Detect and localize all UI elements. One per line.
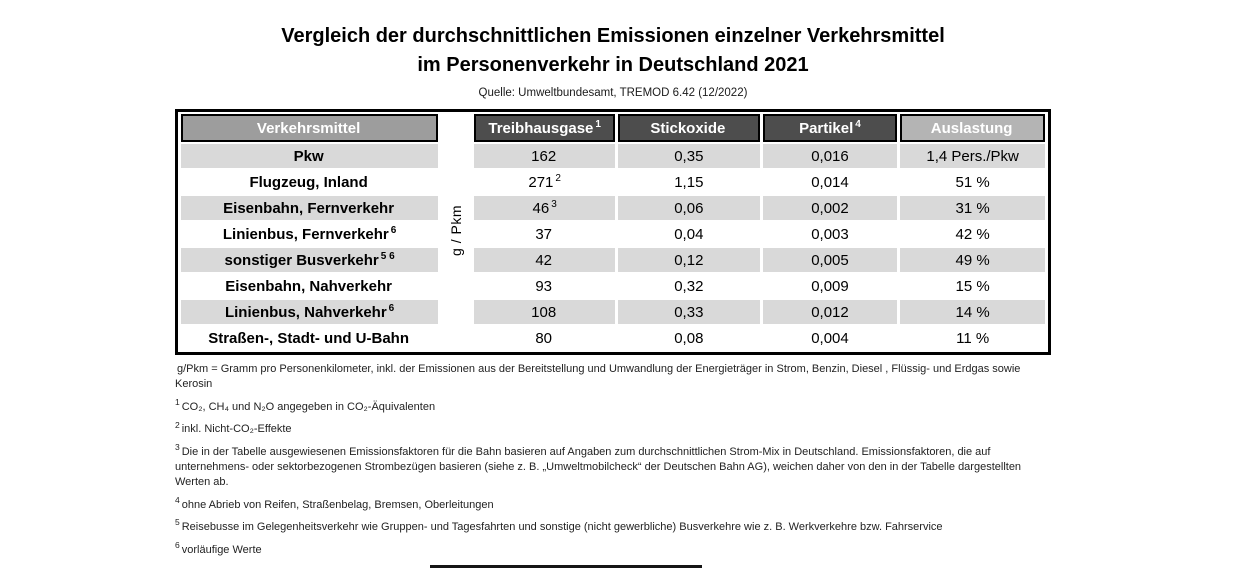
row-name-label: Eisenbahn, Fernverkehr [223, 199, 395, 217]
row-name [181, 274, 438, 298]
cell-auslastung: 1,4 Pers./Pkw [900, 144, 1045, 168]
cell-treibhausgase [474, 274, 615, 298]
row-name-sup: 6 [390, 224, 397, 236]
cell-auslastung: 11 % [900, 326, 1045, 350]
cell-partikel: 0,002 [763, 196, 898, 220]
cell-partikel: 0,005 [763, 248, 898, 272]
footnote-marker: 2 [175, 419, 180, 430]
cell-treibhausgase [474, 222, 615, 246]
footnote-marker: 5 [175, 517, 180, 528]
footnote-marker: 3 [175, 441, 180, 452]
footnote-text: ohne Abrieb von Reifen, Straßenbelag, Bremsen, Oberleitungen [181, 498, 494, 511]
column-header-label: Auslastung [930, 119, 1013, 137]
footnote-unit-definition [175, 362, 1051, 393]
row-name-label: Eisenbahn, Nahverkehr [225, 277, 392, 295]
cell-partikel: 0,003 [763, 222, 898, 246]
table-row [181, 144, 1045, 168]
table-row [181, 196, 1045, 220]
footnote-text: vorläufige Werte [181, 543, 262, 556]
page-title-line-1: Vergleich der durchschnittlichen Emissionen einzelner Verkehrsmittel [281, 25, 945, 47]
footnote-6 [175, 539, 1051, 558]
cell-value: 37 [535, 225, 553, 243]
page-content [175, 0, 1051, 565]
row-name [181, 170, 438, 194]
cell-value: 108 [531, 303, 557, 321]
cell-stickoxide: 0,35 [618, 144, 760, 168]
table-row [181, 248, 1045, 272]
row-name [181, 300, 438, 324]
cell-value: 162 [531, 147, 557, 165]
cell-partikel: 0,009 [763, 274, 898, 298]
cell-stickoxide: 0,32 [618, 274, 760, 298]
column-header-verkehrsmittel [181, 114, 438, 142]
row-name-label: Pkw [293, 147, 324, 165]
row-name [181, 326, 438, 350]
cell-treibhausgase [474, 196, 615, 220]
column-header-treibhausgase [474, 114, 615, 142]
cell-value: 271 [528, 173, 554, 191]
column-header-sup: 4 [855, 118, 861, 130]
footnote-3 [175, 441, 1051, 491]
row-name [181, 248, 438, 272]
cell-stickoxide: 0,33 [618, 300, 760, 324]
cell-stickoxide: 1,15 [618, 170, 760, 194]
cell-treibhausgase [474, 248, 615, 272]
footnote-4 [175, 495, 1051, 513]
cell-partikel: 0,004 [763, 326, 898, 350]
footnote-marker: 4 [175, 495, 180, 506]
column-header-sup: 1 [595, 118, 601, 130]
column-header-auslastung [900, 114, 1045, 142]
footnote-2 [175, 419, 1051, 437]
footnote-text: CO₂, CH₄ und N₂O angegeben in CO₂-Äquivalenten [181, 400, 436, 413]
row-name-label: Linienbus, Fernverkehr [222, 225, 389, 243]
column-header-stickoxide [618, 114, 760, 142]
footnote-text: Die in der Tabelle ausgewiesenen Emissionsfaktoren für die Bahn basieren auf Angaben zum durchschnittlichen Strom-Mix in Deutschland. Emissionsfaktoren, die auf unternehmens- oder sektorbezogenen Strombezügen basieren (siehe z. B. „Umweltmobilcheck“ der Deutschen Bahn AG), weichen daher von den in der Tabelle dargestellten Werten ab. [175, 445, 1022, 489]
cell-treibhausgase [474, 326, 615, 350]
cell-treibhausgase [474, 170, 615, 194]
cell-auslastung: 31 % [900, 196, 1045, 220]
cell-treibhausgase [474, 300, 615, 324]
emissions-table [178, 112, 1048, 352]
cell-value-sup: 2 [555, 172, 561, 184]
cell-value: 80 [535, 329, 553, 347]
footnote-text: g/Pkm = Gramm pro Personenkilometer, inkl. der Emissionen aus der Bereitstellung und Umwandlung der Energieträger in Strom, Benzin, Diesel , Flüssig- und Erdgas sowie Kerosin [175, 363, 1021, 391]
row-name [181, 222, 438, 246]
table-row [181, 222, 1045, 246]
cell-stickoxide: 0,04 [618, 222, 760, 246]
column-header-label: Partikel [799, 119, 854, 137]
table-row [181, 326, 1045, 350]
row-name-sup: 5 6 [380, 250, 395, 262]
unit-column [441, 114, 471, 350]
row-name [181, 144, 438, 168]
cell-auslastung: 15 % [900, 274, 1045, 298]
footnote-text: Reisebusse im Gelegenheitsverkehr wie Gruppen- und Tagesfahrten und sonstige (nicht gewerbliche) Busverkehre wie z. B. Werkverkehre bzw. Fahrservice [181, 521, 943, 534]
cell-treibhausgase [474, 144, 615, 168]
footnote-text: inkl. Nicht-CO₂-Effekte [181, 423, 292, 436]
column-header-partikel [763, 114, 898, 142]
table-row [181, 170, 1045, 194]
cell-value: 46 [532, 199, 550, 217]
cell-partikel: 0,012 [763, 300, 898, 324]
row-name-label: Linienbus, Nahverkehr [224, 303, 387, 321]
cell-stickoxide: 0,12 [618, 248, 760, 272]
page-title-line-2: im Personenverkehr in Deutschland 2021 [417, 54, 809, 76]
cell-auslastung: 42 % [900, 222, 1045, 246]
row-name-label: sonstiger Busverkehr [224, 251, 379, 269]
cell-auslastung: 49 % [900, 248, 1045, 272]
row-name [181, 196, 438, 220]
column-header-label: Stickoxide [650, 119, 726, 137]
cell-value-sup: 3 [551, 198, 557, 210]
row-name-label: Straßen-, Stadt- und U-Bahn [208, 329, 410, 347]
cell-partikel: 0,014 [763, 170, 898, 194]
cell-value: 93 [535, 277, 553, 295]
footnote-1 [175, 397, 1051, 415]
table-row [181, 300, 1045, 324]
footnote-marker: 1 [175, 397, 180, 408]
footnote-marker: 6 [175, 539, 180, 550]
table-row [181, 274, 1045, 298]
source-citation: Quelle: Umweltbundesamt, TREMOD 6.42 (12/2022) [478, 87, 748, 99]
unit-label: g / Pkm [448, 204, 465, 256]
cell-stickoxide: 0,08 [618, 326, 760, 350]
header-row [181, 114, 1045, 142]
cell-value: 42 [535, 251, 553, 269]
footnotes-section [175, 362, 1051, 558]
cell-stickoxide: 0,06 [618, 196, 760, 220]
row-name-sup: 6 [388, 302, 395, 314]
footnote-5 [175, 517, 1051, 535]
cell-auslastung: 51 % [900, 170, 1045, 194]
cell-auslastung: 14 % [900, 300, 1045, 324]
cell-partikel: 0,016 [763, 144, 898, 168]
column-header-label: Verkehrsmittel [256, 119, 361, 137]
row-name-label: Flugzeug, Inland [249, 173, 368, 191]
emissions-table-frame [175, 109, 1051, 355]
column-header-label: Treibhausgase [488, 119, 594, 137]
title-block [175, 22, 1051, 80]
